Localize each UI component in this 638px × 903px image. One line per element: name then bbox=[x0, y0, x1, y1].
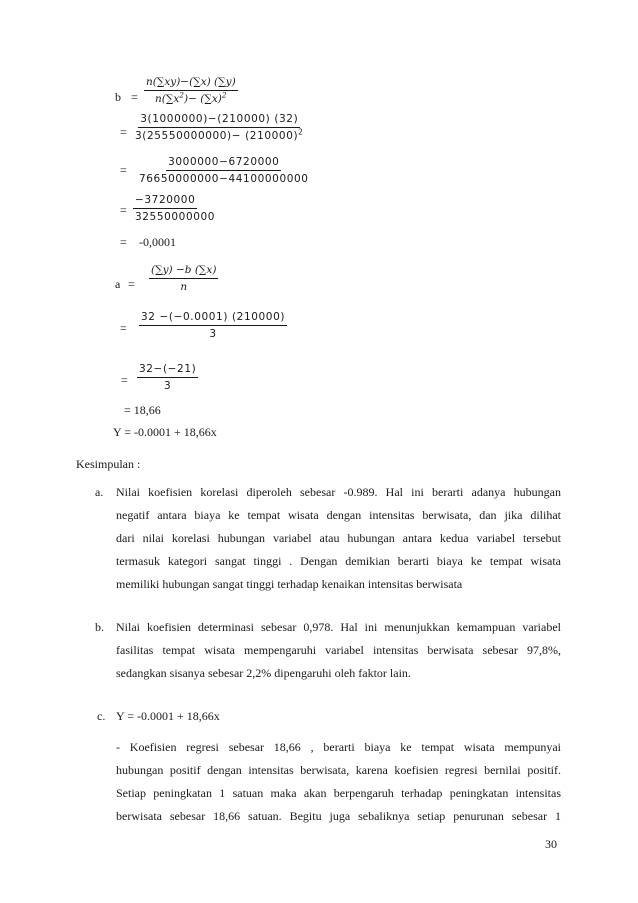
a-step2-numerator: 32−(−21) bbox=[137, 362, 198, 378]
b-step2-fraction bbox=[137, 155, 311, 186]
conclusion-c-equation: Y = -0.0001 + 18,66x bbox=[116, 709, 220, 723]
b-step1-denominator: $3(25550000000)- (210000)^2$ bbox=[135, 127, 304, 142]
a-step1-numerator: 32 −(−0.0001) (210000) bbox=[139, 310, 287, 326]
b-equals-1: = bbox=[131, 90, 138, 104]
a-step2-denominator: 3 bbox=[164, 380, 172, 392]
a-formula-fraction bbox=[149, 263, 218, 294]
a-label: a bbox=[115, 277, 121, 291]
conclusion-c-marker: c. bbox=[97, 709, 106, 723]
b-step3-numerator: −3720000 bbox=[133, 193, 197, 209]
b-equals-2: = bbox=[120, 125, 127, 139]
a-step1-fraction bbox=[139, 310, 287, 341]
a-step2-fraction bbox=[137, 362, 198, 393]
conclusion-b-marker: b. bbox=[95, 620, 104, 634]
b-step1-fraction bbox=[133, 112, 306, 143]
a-formula-numerator: (∑y) −b (∑x) bbox=[149, 263, 218, 279]
b-step2-numerator: 3000000−6720000 bbox=[166, 155, 281, 171]
a-formula-denominator: n bbox=[180, 281, 188, 293]
conclusion-a-marker: a. bbox=[95, 485, 104, 499]
a-equals-1: = bbox=[128, 277, 135, 291]
b-step1-numerator: 3(1000000)−(210000) (32) bbox=[138, 112, 300, 128]
conclusion-c-paragraph: - Koefisien regresi sebesar 18,66 , berarti biaya ke tempat wisata mempunyai hubungan positif dengan intensitas berwisata, karena koefisien regresi bernilai positif. Setiap peningkatan 1 satuan maka akan berpengaruh terhadap peningkatan intensitas berwisata sebesar 18,66 satuan. Begitu juga sebaliknya setiap penurunan sebesar 1 bbox=[116, 740, 561, 823]
page-number: 30 bbox=[545, 837, 557, 851]
b-step3-fraction bbox=[133, 193, 217, 224]
b-formula-denominator: $n(\sum x^2)- (\sum x)^2$ bbox=[154, 90, 227, 105]
conclusion-b-paragraph: Nilai koefisien determinasi sebesar 0,978. Hal ini menunjukkan kemampuan variabel fasilitas tempat wisata mempengaruhi variabel intensitas berwisata sebesar 97,8%, sedangkan sisanya sebesar 2,2% dipengaruhi oleh faktor lain. bbox=[116, 620, 561, 680]
conclusion-a-paragraph: Nilai koefisien korelasi diperoleh sebesar -0.989. Hal ini berarti adanya hubungan negatif antara biaya ke tempat wisata dengan intensitas berwisata, dan jika dilihat dari nilai korelasi hubungan variabel atau hubungan antara kedua variabel tersebut termasuk kategori sangat tinggi . Dengan demikian berarti biaya ke tempat wisata memiliki hubungan sangat tinggi terhadap kenaikan intensitas berwisata bbox=[116, 485, 561, 591]
a-result: = 18,66 bbox=[124, 403, 161, 417]
a-equals-2: = bbox=[120, 321, 127, 335]
b-equals-5: = bbox=[120, 235, 127, 249]
regression-equation: Y = -0.0001 + 18,66x bbox=[113, 425, 217, 439]
b-formula-numerator: n(∑xy)−(∑x) (∑y) bbox=[144, 75, 238, 91]
b-label: b bbox=[115, 90, 121, 104]
b-equals-3: = bbox=[120, 163, 127, 177]
b-step2-denominator: 76650000000−44100000000 bbox=[139, 173, 309, 185]
b-result: -0,0001 bbox=[139, 235, 176, 249]
b-step3-denominator: 32550000000 bbox=[135, 211, 216, 223]
b-formula-fraction bbox=[144, 75, 238, 106]
conclusion-heading: Kesimpulan : bbox=[76, 457, 141, 471]
a-step1-denominator: 3 bbox=[209, 328, 217, 340]
a-equals-3: = bbox=[121, 373, 128, 387]
b-equals-4: = bbox=[120, 203, 127, 217]
